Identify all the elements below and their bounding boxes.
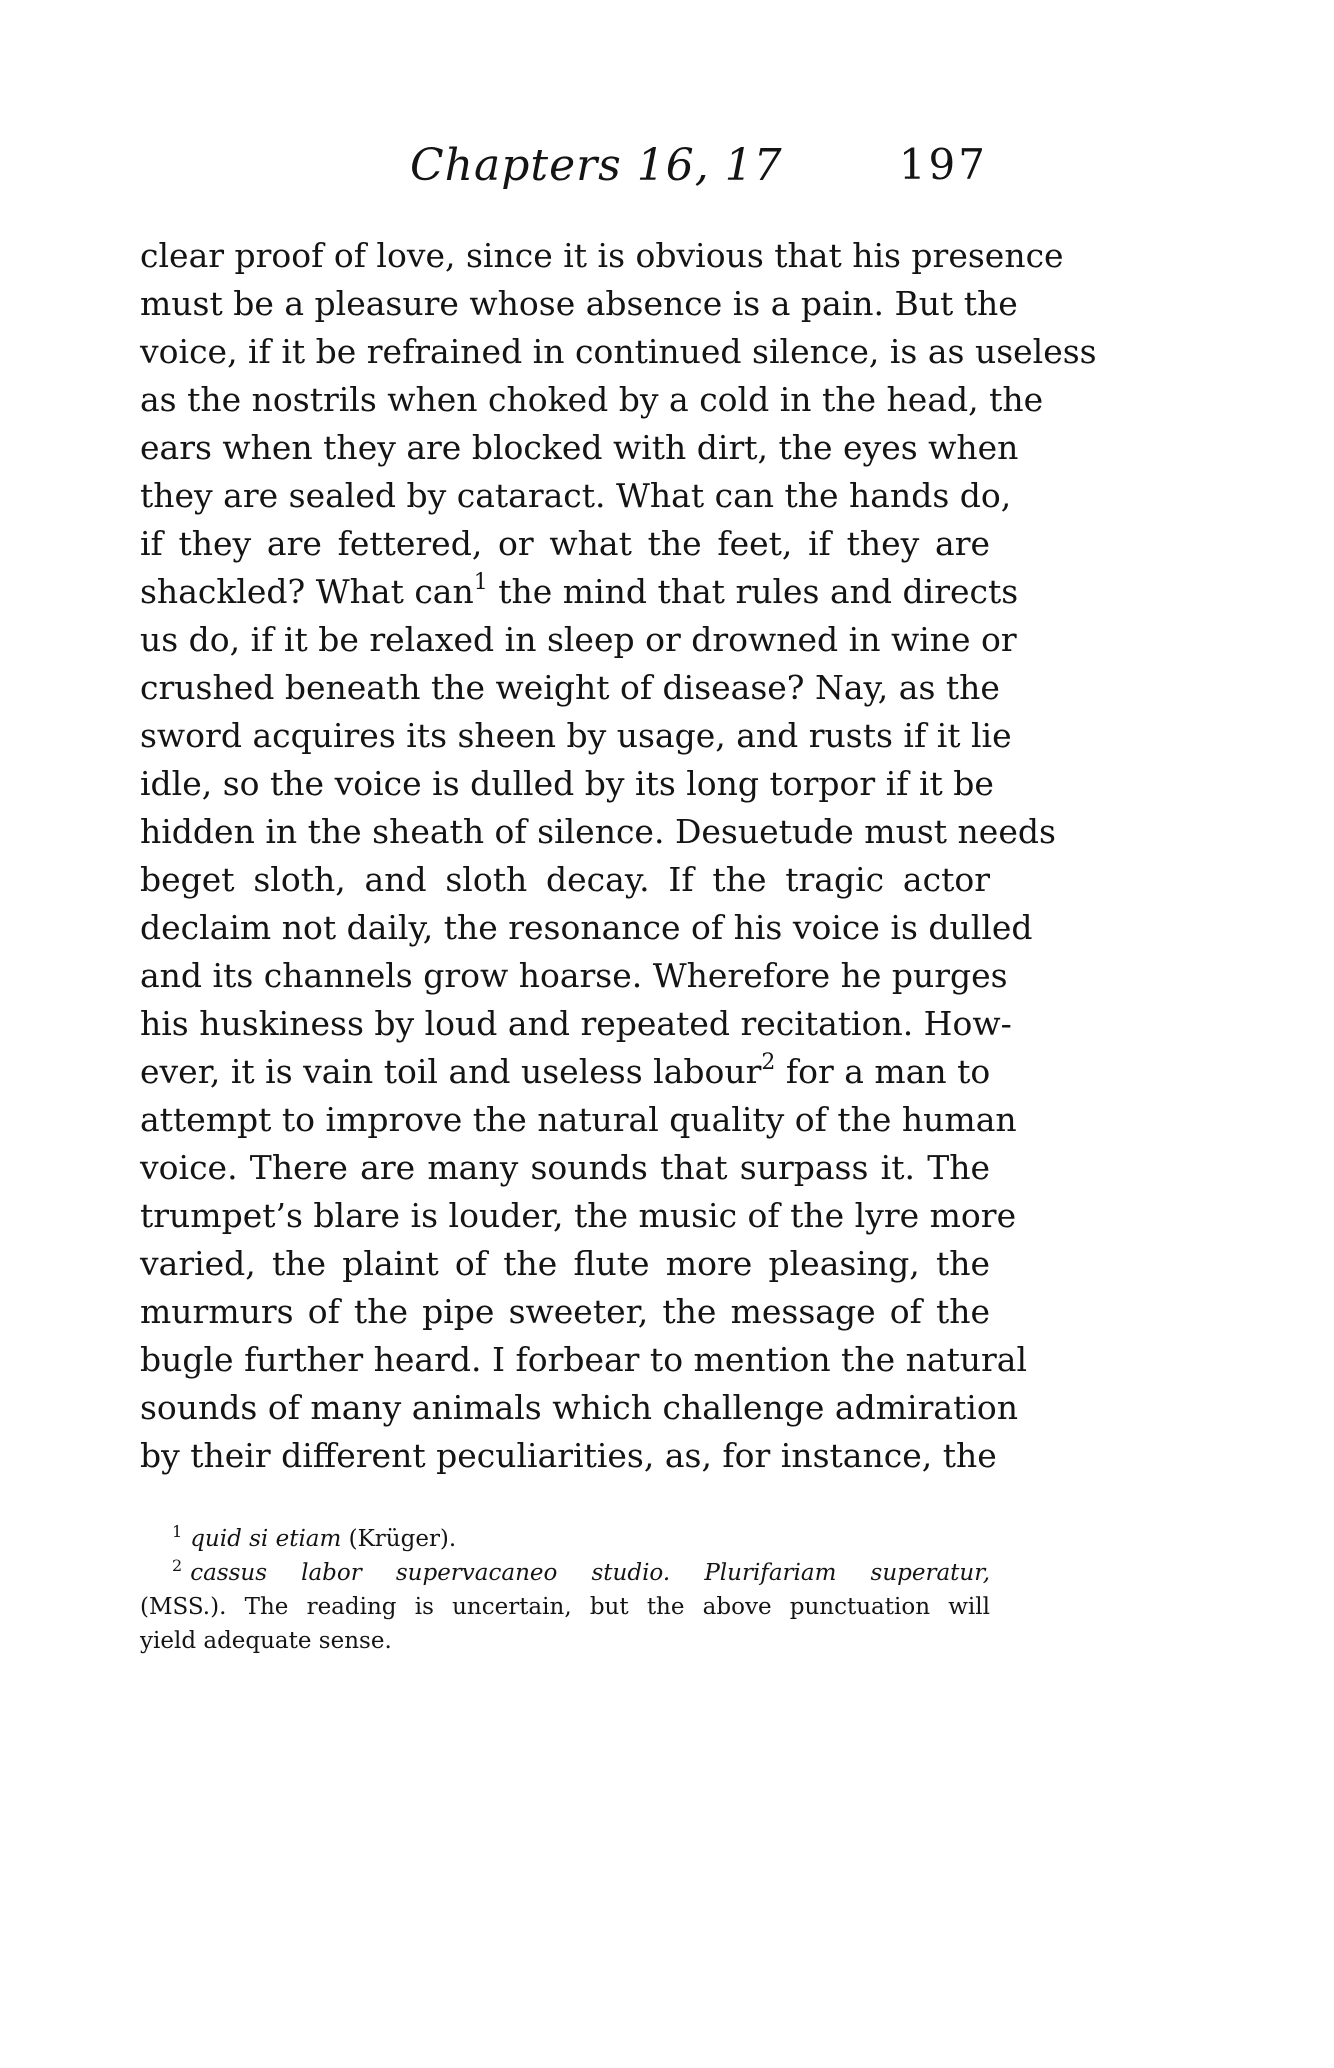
body-line: crushed beneath the weight of disease? Nay, as the (140, 668, 1000, 707)
body-line: beget sloth, and sloth decay. If the tragic actor (140, 860, 990, 899)
body-line-lead: ever, it is vain toil and useless labour (140, 1052, 762, 1091)
body-line: clear proof of love, since it is obvious that his presence (140, 236, 1064, 275)
footnote-2 (140, 1556, 990, 1590)
body-line: ears when they are blocked with dirt, the eyes when (140, 428, 1019, 467)
body-line: his huskiness by loud and repeated recitation. How- (140, 1004, 1012, 1043)
body-line: voice, if it be refrained in continued silence, is as useless (140, 332, 1097, 371)
body-line: trumpet’s blare is louder, the music of the lyre more (140, 1196, 1017, 1235)
body-line: sounds of many animals which challenge admiration (140, 1388, 1018, 1427)
body-line (140, 1048, 990, 1096)
footnote-1-source: (Krüger). (348, 1526, 457, 1552)
body-line: us do, if it be relaxed in sleep or drowned in wine or (140, 620, 1017, 659)
body-line: and its channels grow hoarse. Wherefore he purges (140, 956, 1008, 995)
body-line (140, 568, 1019, 616)
body-line: murmurs of the pipe sweeter, the message of the (140, 1292, 990, 1331)
footnote-ref-2: 2 (761, 1050, 776, 1075)
footnote-2-latin-b: Plurifariam superatur, (704, 1560, 991, 1586)
body-line-rest: for a man to (785, 1052, 991, 1091)
body-line: they are sealed by cataract. What can the hands do, (140, 476, 1012, 515)
footnote-1-latin: quid si etiam (190, 1526, 342, 1552)
body-line: by their different peculiarities, as, for instance, the (140, 1436, 997, 1475)
footnote-2-line-3: yield adequate sense. (140, 1628, 392, 1654)
page-number: 197 (898, 140, 988, 189)
footnotes (140, 1522, 990, 1658)
body-line-rest: the mind that rules and directs (498, 572, 1019, 611)
footnote-1-mark: 1 (172, 1522, 183, 1541)
footnote-1 (140, 1522, 990, 1556)
body-line: varied, the plaint of the flute more pleasing, the (140, 1244, 990, 1283)
body-line: hidden in the sheath of silence. Desuetude must needs (140, 812, 1056, 851)
running-title: Chapters 16, 17 (410, 140, 783, 191)
body-line: bugle further heard. I forbear to mention the natural (140, 1340, 1028, 1379)
running-head (140, 140, 990, 200)
body-line: attempt to improve the natural quality of the human (140, 1100, 1017, 1139)
body-line: idle, so the voice is dulled by its long torpor if it be (140, 764, 994, 803)
body-line: declaim not daily, the resonance of his voice is dulled (140, 908, 1033, 947)
footnote-2-mark: 2 (172, 1556, 183, 1575)
body-text (140, 232, 1097, 1480)
footnote-ref-1: 1 (473, 570, 488, 595)
body-line: as the nostrils when choked by a cold in the head, the (140, 380, 1044, 419)
footnote-2-line-2: (MSS.). The reading is uncertain, but the above punctuation will (140, 1594, 990, 1620)
footnote-2-latin-a: cassus labor supervacaneo studio. (190, 1560, 671, 1586)
body-line: voice. There are many sounds that surpass it. The (140, 1148, 990, 1187)
body-line: if they are fettered, or what the feet, if they are (140, 524, 990, 563)
body-line-lead: shackled? What can (140, 572, 474, 611)
body-line: must be a pleasure whose absence is a pain. But the (140, 284, 1018, 323)
body-line: sword acquires its sheen by usage, and rusts if it lie (140, 716, 1012, 755)
